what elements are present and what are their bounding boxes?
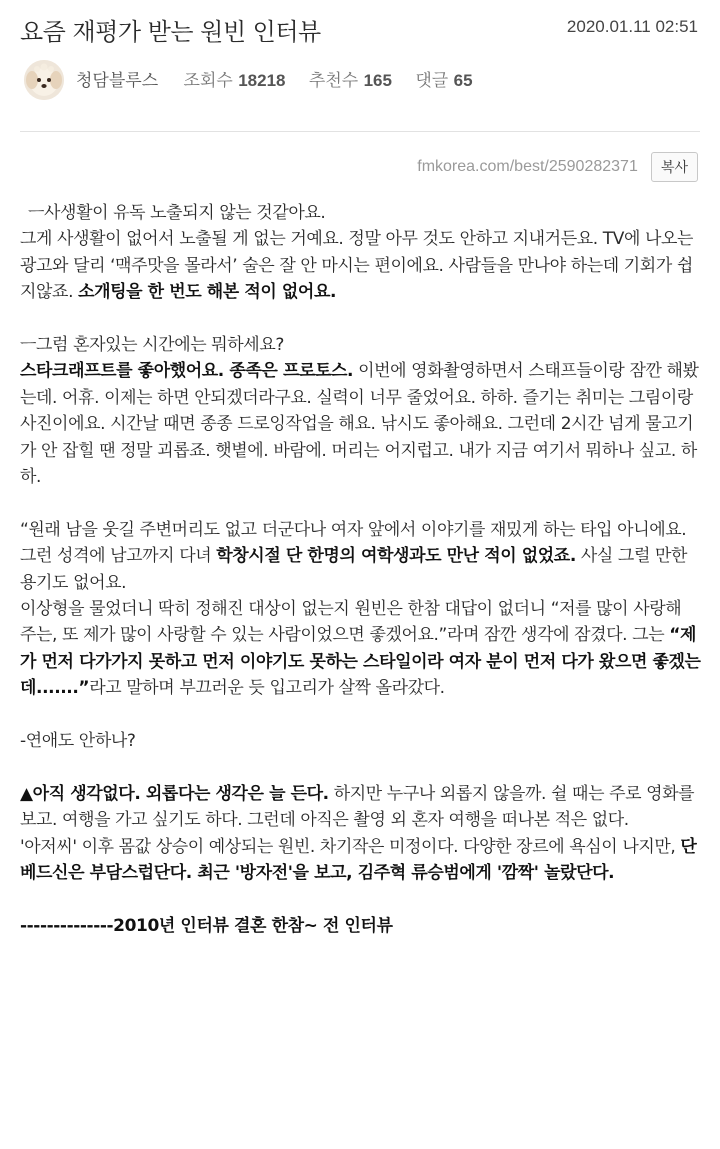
post-date: 2020.01.11 02:51: [566, 17, 698, 36]
paragraph-gap: [20, 702, 702, 728]
paragraph-3-tail: 사실 그럴 만한 용기도 없어요.: [20, 546, 688, 593]
answer-2-bold: 스타크래프트를 좋아했어요. 종족은 프로토스.: [20, 361, 354, 382]
paragraph-3b-text: 이상형을 물었더니 딱히 정해진 대상이 없는지 원빈은 한참 대답이 없더니 “저를 많이 사랑해 주는, 또 제가 많이 사랑할 수 있는 사람이었으면 좋겠어요.”라며 잠깐 생각에 잠겼다. 그는: [20, 599, 682, 646]
answer-1-text: 그게 사생활이 없어서 노출될 게 없는 거예요. 정말 아무 것도 안하고 지내거든요. TV에 나오는 광고와 달리 ‘맥주맛을 몰라서’ 술은 잘 안 마시는 편이에요. 사람들을 만나야 하는데 기회가 쉽지않죠.: [20, 229, 694, 303]
answer-1-bold: 소개팅을 한 번도 해본 적이 없어요.: [78, 282, 337, 303]
source-row: [417, 152, 698, 182]
answer-2-text: 이번에 영화촬영하면서 스태프들이랑 잠깐 해봤는데. 어휴. 이제는 하면 안되겠더라구요. 실력이 너무 줄었어요. 하하. 즐기는 취미는 그림이랑 사진이에요. 시간날 때면 종종 드로잉작업을 해요. 낚시도 좋아해요. 그런데 2시간 넘게 물고기가 안 잡힐 땐 정말 괴롭죠. 햇볕에. 바람에. 머리는 어지럽고. 내가 지금 여기서 뭐하나 싶고. 하하.: [20, 361, 699, 488]
paragraph-5: [20, 781, 702, 834]
paragraph-5b-text: '아저씨' 이후 몸값 상승이 예상되는 원빈. 차기작은 미정이다. 다양한 장르에 욕심이 나지만,: [20, 836, 681, 857]
footer-note-bold: --------------2010년 인터뷰 결혼 한참~ 전 인터뷰: [20, 915, 393, 936]
post-stats: [76, 66, 491, 91]
question-4: -연애도 안하나?: [20, 731, 136, 752]
paragraph-3-text: “원래 남을 웃길 주변머리도 없고 더군다나 여자 앞에서 이야기를 재밌게 하는 타입 아니에요. 그런 성격에 남고까지 다녀: [20, 519, 687, 567]
paragraph-3-bold: 학창시절 단 한명의 여학생과도 만난 적이 없었죠.: [216, 546, 576, 567]
paragraph-3b: [20, 596, 702, 702]
answer-1: [20, 226, 702, 305]
paragraph-5b: [20, 834, 702, 887]
paragraph-3b-bold: “제가 먼저 다가가지 못하고 먼저 이야기도 못하는 스타일이라 여자 분이 먼저 다가 왔으면 좋겠는데.......”: [20, 625, 701, 699]
paragraph-3: [20, 517, 702, 596]
header-divider: [20, 131, 700, 132]
comments-count: 65: [453, 71, 473, 90]
paragraph-gap: [20, 887, 702, 913]
paragraph-5-bold: ▲아직 생각없다. 외롭다는 생각은 늘 든다.: [20, 783, 329, 804]
views-count: 18218: [238, 71, 286, 90]
article-body: [20, 200, 702, 939]
paragraph-5b-bold: 단 베드신은 부담스럽단다. 최근 '방자전'을 보고, 김주혁 류승범에게 '깜짝' 놀랐단다.: [20, 836, 697, 884]
question-1: ㅡ사생활이 유독 노출되지 않는 것같아요.: [28, 203, 326, 223]
recommend-label: 추천수: [308, 71, 359, 91]
post-header: [20, 12, 698, 46]
comments-label: 댓글: [415, 71, 449, 91]
paragraph-5-text: 하지만 누구나 외롭지 않을까. 쉴 때는 주로 영화를 보고. 여행을 가고 싶기도 하다. 그런데 아직은 촬영 외 혼자 여행을 떠나본 적은 없다.: [20, 783, 695, 831]
views-label: 조회수: [183, 71, 233, 91]
footer-note: [20, 913, 702, 939]
author-name[interactable]: 청담블루스: [76, 71, 159, 91]
question-2: ㅡ그럼 혼자있는 시간에는 뭐하세요?: [20, 335, 284, 356]
recommend-count: 165: [363, 71, 392, 90]
paragraph-gap: [20, 754, 702, 780]
source-link[interactable]: fmkorea.com/best/2590282371: [417, 158, 638, 175]
paragraph-gap: [20, 490, 702, 516]
post-meta: [24, 58, 704, 98]
answer-2: [20, 358, 702, 490]
copy-button[interactable]: 복사: [651, 152, 698, 182]
paragraph-gap: [20, 306, 702, 332]
post-title: 요즘 재평가 받는 원빈 인터뷰: [20, 18, 321, 46]
puppy-avatar-icon[interactable]: [24, 60, 64, 100]
paragraph-3b-tail: 라고 말하며 부끄러운 듯 입고리가 살짝 올라갔다.: [89, 678, 445, 699]
